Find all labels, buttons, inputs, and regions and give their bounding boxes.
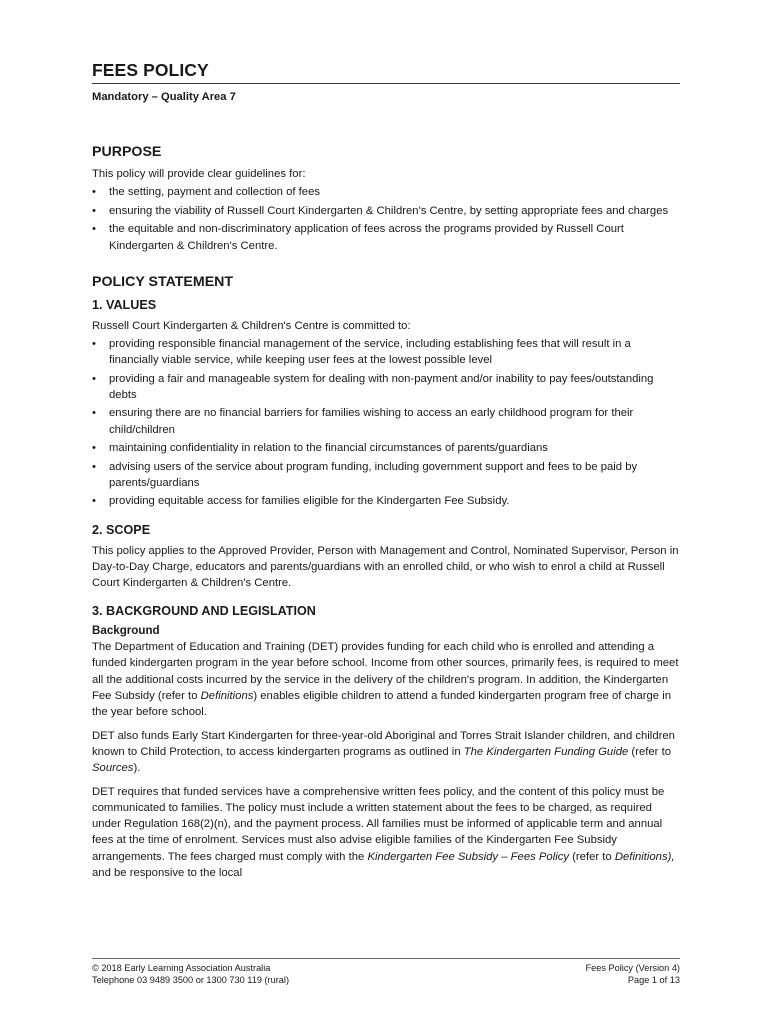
purpose-intro: This policy will provide clear guidelines for: xyxy=(92,168,306,181)
background-paragraph-2: DET also funds Early Start Kindergarten for three-year-old Aboriginal and Torres Strait Islander children, and children known to Child Protection, to access kindergarten programs as outlined in The Kindergarten Funding Guide (refer to Sources). xyxy=(92,729,675,775)
background-subheading: Background xyxy=(92,624,160,638)
document-subtitle: Mandatory – Quality Area 7 xyxy=(92,91,236,103)
background-paragraph-3: DET requires that funded services have a comprehensive written fees policy, and the content of this policy must be communicated to families. The policy must include a written statement about the fees to be charged, as required under Regulation 168(2)(n), and the payment process. All families must be informed of applicable term and annual fees at the time of enrolment. Services must also advise eligible families of the Kindergarten Fee Subsidy arrangements. The fees charged must comply with the Kindergarten Fee Subsidy – Fees Policy (refer to Definitions), and be responsive to the local xyxy=(92,785,675,879)
footer-copyright: © 2018 Early Learning Association Australia xyxy=(92,963,271,973)
fee-subsidy-policy-reference: Kindergarten Fee Subsidy – Fees Policy xyxy=(367,850,570,863)
values-list xyxy=(92,336,680,510)
page-footer xyxy=(92,958,680,986)
values-intro: Russell Court Kindergarten & Children's Centre is committed to: xyxy=(92,319,411,332)
policy-statement-heading: POLICY STATEMENT xyxy=(92,273,234,290)
footer-page-number: Page 1 of 13 xyxy=(627,974,680,985)
purpose-section xyxy=(92,144,680,254)
sources-reference: Sources xyxy=(92,762,134,775)
purpose-heading: PURPOSE xyxy=(92,144,162,161)
list-item: • providing equitable access for families eligible for the Kindergarten Fee Subsidy. xyxy=(92,493,680,509)
scope-heading: 2. SCOPE xyxy=(92,522,151,537)
list-item: • the equitable and non-discriminatory application of fees across the programs provided by Russell Court Kindergarten & Children's Centre. xyxy=(92,221,680,253)
background-paragraph-1: The Department of Education and Training (DET) provides funding for each child who is enrolled and attending a funded kindergarten program in the year before school. Income from other sources, primarily fees, is required to meet all the additional costs incurred by the service in the delivery of the children's program. In addition, the Kindergarten Fee Subsidy (refer to Definitions) enables eligible children to attend a funded kindergarten program free of charge in the year before school. xyxy=(92,641,679,718)
footer-telephone: Telephone 03 9489 3500 or 1300 730 119 (rural) xyxy=(92,974,289,985)
list-item: • maintaining confidentiality in relation to the financial circumstances of parents/guardians xyxy=(92,440,680,456)
list-item: • advising users of the service about program funding, including government support and fees to be paid by parents/guardians xyxy=(92,459,680,491)
title-divider xyxy=(92,83,680,84)
list-item: • ensuring the viability of Russell Court Kindergarten & Children's Centre, by setting appropriate fees and charges xyxy=(92,203,680,219)
definitions-reference: Definitions), xyxy=(614,850,675,863)
values-heading: 1. VALUES xyxy=(92,297,157,312)
definitions-reference: Definitions xyxy=(200,689,254,702)
background-heading: 3. BACKGROUND AND LEGISLATION xyxy=(92,604,316,619)
document-title: FEES POLICY xyxy=(92,60,209,80)
scope-text: This policy applies to the Approved Provider, Person with Management and Control, Nominated Supervisor, Person in Day-to-Day Charge, educators and parents/guardians with an enrolled child, or who wish to enrol a child at Russell Court Kindergarten & Children's Centre. xyxy=(92,544,679,589)
list-item: • providing responsible financial management of the service, including establishing fees that will result in a financially viable service, while keeping user fees at the lowest possible level xyxy=(92,336,680,368)
list-item: • providing a fair and manageable system for dealing with non-payment and/or inability to pay fees/outstanding debts xyxy=(92,371,680,403)
purpose-list xyxy=(92,184,680,253)
policy-statement-section xyxy=(92,274,680,881)
funding-guide-reference: The Kindergarten Funding Guide xyxy=(463,745,629,758)
footer-divider xyxy=(92,958,680,959)
list-item: • the setting, payment and collection of fees xyxy=(92,184,680,200)
document-page xyxy=(92,60,680,881)
list-item: • ensuring there are no financial barriers for families wishing to access an early childhood program for their child/children xyxy=(92,405,680,437)
footer-version: Fees Policy (Version 4) xyxy=(585,963,680,973)
